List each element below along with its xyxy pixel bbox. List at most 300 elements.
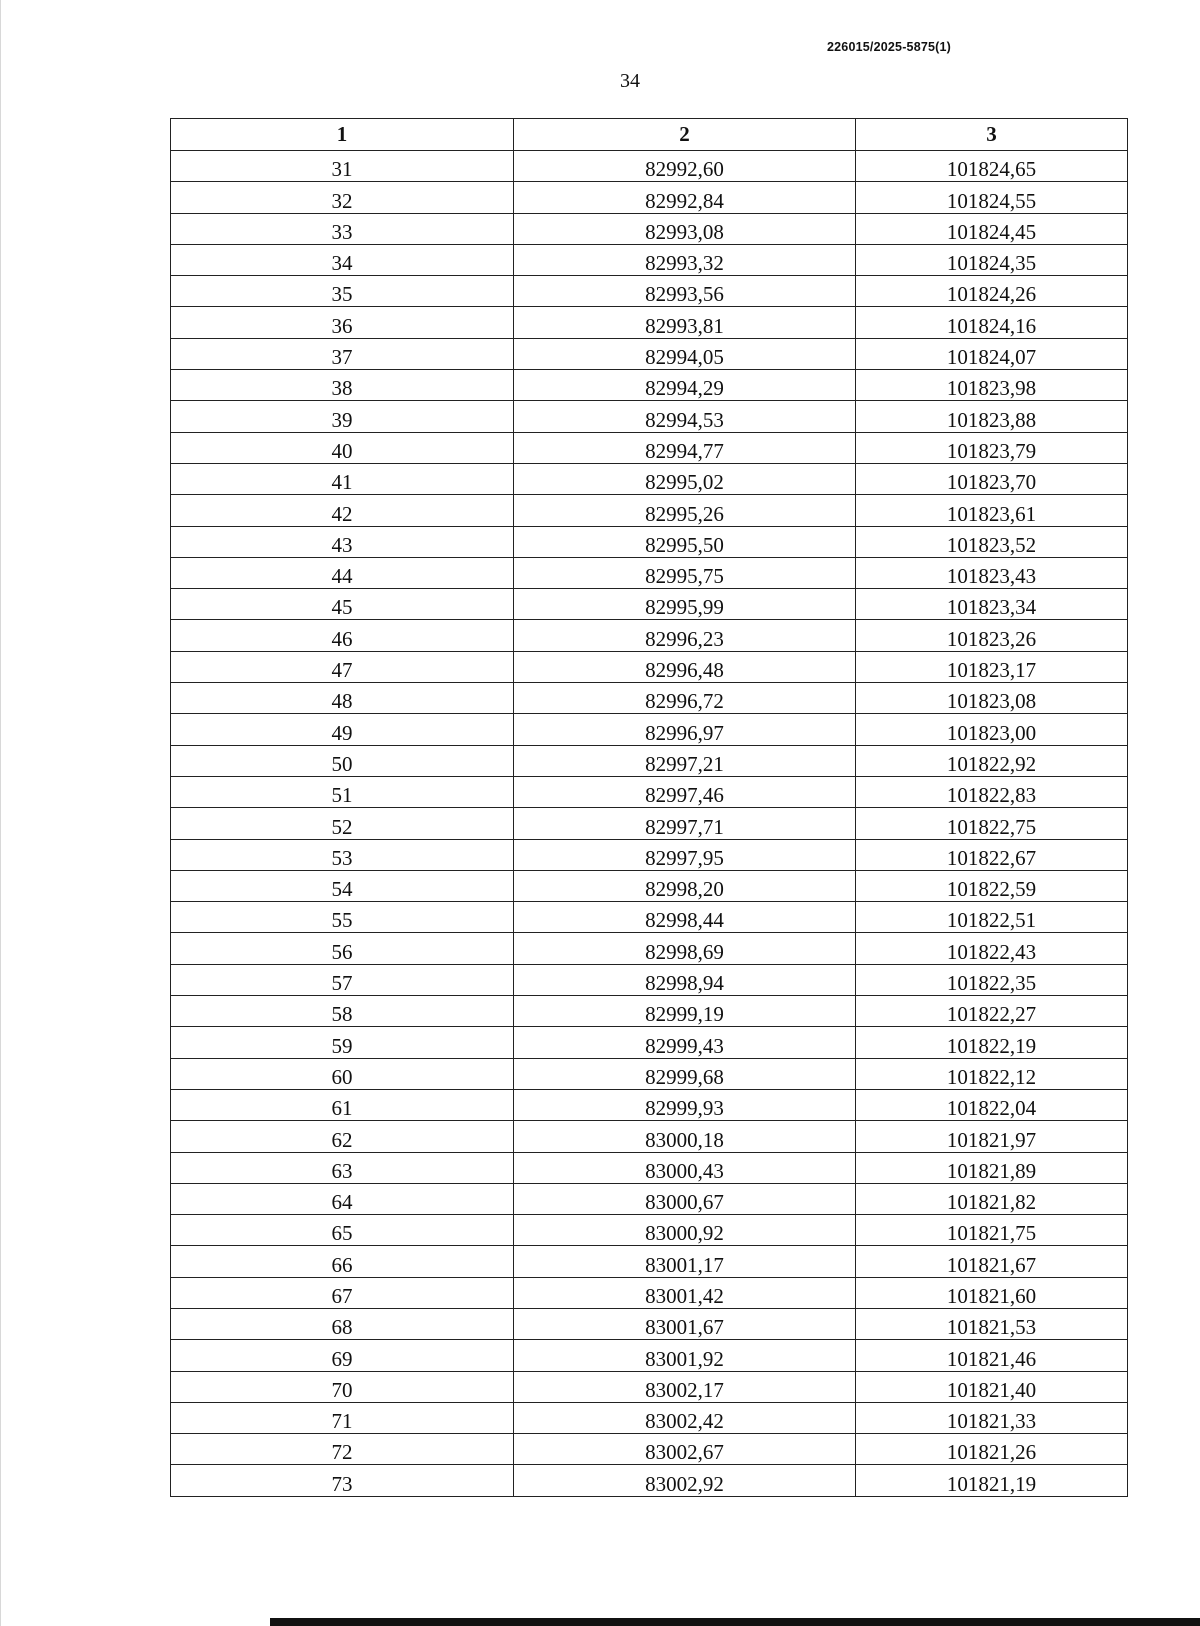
table-row <box>171 933 1128 964</box>
point-number-cell <box>171 1121 514 1152</box>
cell-value: 101821,82 <box>946 1190 1037 1215</box>
y-coordinate-cell <box>856 1340 1128 1371</box>
cell-value: 83002,67 <box>645 1440 724 1465</box>
cell-value: 83000,67 <box>645 1190 724 1215</box>
cell-value: 82995,26 <box>645 501 724 526</box>
cell-value: 101822,59 <box>946 877 1037 902</box>
y-coordinate-cell <box>856 839 1128 870</box>
cell-value: 101823,79 <box>946 438 1037 463</box>
point-number-cell <box>171 996 514 1027</box>
table-row <box>171 1277 1128 1308</box>
cell-value: 69 <box>331 1346 353 1371</box>
cell-value: 70 <box>331 1377 353 1402</box>
cell-value: 73 <box>331 1471 353 1496</box>
cell-value: 101821,60 <box>946 1283 1037 1308</box>
x-coordinate-cell <box>514 902 856 933</box>
x-coordinate-cell <box>514 1121 856 1152</box>
point-number-cell <box>171 557 514 588</box>
table-body <box>171 151 1128 1497</box>
y-coordinate-cell <box>856 870 1128 901</box>
y-coordinate-cell <box>856 1465 1128 1496</box>
cell-value: 58 <box>331 1002 353 1027</box>
cell-value: 101823,61 <box>946 501 1037 526</box>
y-coordinate-cell <box>856 526 1128 557</box>
table-row <box>171 1246 1128 1277</box>
cell-value: 35 <box>331 282 353 307</box>
cell-value: 34 <box>331 251 353 276</box>
cell-value: 59 <box>331 1033 353 1058</box>
point-number-cell <box>171 1215 514 1246</box>
cell-value: 83000,43 <box>645 1158 724 1183</box>
x-coordinate-cell <box>514 808 856 839</box>
cell-value: 83000,92 <box>645 1221 724 1246</box>
x-coordinate-cell <box>514 1402 856 1433</box>
point-number-cell <box>171 213 514 244</box>
y-coordinate-cell <box>856 432 1128 463</box>
cell-value: 101821,33 <box>946 1409 1037 1434</box>
cell-value: 82995,75 <box>645 564 724 589</box>
cell-value: 101822,12 <box>946 1064 1037 1089</box>
cell-value: 82998,69 <box>645 939 724 964</box>
cell-value: 82994,29 <box>645 376 724 401</box>
cell-value: 83001,17 <box>645 1252 724 1277</box>
x-coordinate-cell <box>514 307 856 338</box>
column-header-3: 3 <box>856 119 1128 151</box>
y-coordinate-cell <box>856 964 1128 995</box>
y-coordinate-cell <box>856 1027 1128 1058</box>
point-number-cell <box>171 1246 514 1277</box>
point-number-cell <box>171 526 514 557</box>
table-row <box>171 683 1128 714</box>
point-number-cell <box>171 1308 514 1339</box>
cell-value: 40 <box>331 438 353 463</box>
header-row <box>171 119 1128 151</box>
point-number-cell <box>171 714 514 745</box>
cell-value: 46 <box>331 626 353 651</box>
cell-value: 82996,23 <box>645 626 724 651</box>
y-coordinate-cell <box>856 213 1128 244</box>
cell-value: 101823,00 <box>946 720 1037 745</box>
table-row <box>171 244 1128 275</box>
x-coordinate-cell <box>514 1027 856 1058</box>
cell-value: 101824,07 <box>946 345 1037 370</box>
cell-value: 82994,53 <box>645 407 724 432</box>
point-number-cell <box>171 1371 514 1402</box>
table-row <box>171 620 1128 651</box>
y-coordinate-cell <box>856 370 1128 401</box>
y-coordinate-cell <box>856 1434 1128 1465</box>
x-coordinate-cell <box>514 526 856 557</box>
x-coordinate-cell <box>514 589 856 620</box>
cell-value: 53 <box>331 845 353 870</box>
point-number-cell <box>171 370 514 401</box>
cell-value: 82997,71 <box>645 814 724 839</box>
y-coordinate-cell <box>856 1402 1128 1433</box>
x-coordinate-cell <box>514 870 856 901</box>
point-number-cell <box>171 808 514 839</box>
cell-value: 101822,04 <box>946 1096 1037 1121</box>
y-coordinate-cell <box>856 244 1128 275</box>
cell-value: 44 <box>331 564 353 589</box>
point-number-cell <box>171 1183 514 1214</box>
table-row <box>171 745 1128 776</box>
point-number-cell <box>171 307 514 338</box>
x-coordinate-cell <box>514 620 856 651</box>
table-row <box>171 1340 1128 1371</box>
cell-value: 83000,18 <box>645 1127 724 1152</box>
cell-value: 48 <box>331 689 353 714</box>
cell-value: 45 <box>331 595 353 620</box>
cell-value: 82993,08 <box>645 219 724 244</box>
table-row <box>171 964 1128 995</box>
point-number-cell <box>171 244 514 275</box>
cell-value: 82995,02 <box>645 470 724 495</box>
cell-value: 101822,51 <box>946 908 1037 933</box>
table-row <box>171 1058 1128 1089</box>
table-row <box>171 401 1128 432</box>
table-row <box>171 839 1128 870</box>
table-row <box>171 276 1128 307</box>
x-coordinate-cell <box>514 151 856 182</box>
cell-value: 101823,08 <box>946 689 1037 714</box>
x-coordinate-cell <box>514 1277 856 1308</box>
y-coordinate-cell <box>856 182 1128 213</box>
table-row <box>171 495 1128 526</box>
cell-value: 62 <box>331 1127 353 1152</box>
x-coordinate-cell <box>514 1183 856 1214</box>
cell-value: 82998,94 <box>645 971 724 996</box>
x-coordinate-cell <box>514 1246 856 1277</box>
cell-value: 82993,32 <box>645 251 724 276</box>
point-number-cell <box>171 276 514 307</box>
cell-value: 82997,95 <box>645 845 724 870</box>
point-number-cell <box>171 338 514 369</box>
y-coordinate-cell <box>856 933 1128 964</box>
table-row <box>171 589 1128 620</box>
x-coordinate-cell <box>514 683 856 714</box>
table-row <box>171 1089 1128 1120</box>
y-coordinate-cell <box>856 557 1128 588</box>
cell-value: 101821,67 <box>946 1252 1037 1277</box>
document-id: 226015/2025-5875(1) <box>827 40 952 54</box>
point-number-cell <box>171 463 514 494</box>
table-row <box>171 808 1128 839</box>
cell-value: 101823,88 <box>946 407 1037 432</box>
table-row <box>171 1371 1128 1402</box>
table-row <box>171 1121 1128 1152</box>
cell-value: 68 <box>331 1315 353 1340</box>
y-coordinate-cell <box>856 495 1128 526</box>
cell-value: 101821,19 <box>946 1471 1037 1496</box>
y-coordinate-cell <box>856 651 1128 682</box>
point-number-cell <box>171 1340 514 1371</box>
cell-value: 67 <box>331 1283 353 1308</box>
cell-value: 82992,60 <box>645 157 724 182</box>
point-number-cell <box>171 839 514 870</box>
table-row <box>171 776 1128 807</box>
table-row <box>171 432 1128 463</box>
cell-value: 56 <box>331 939 353 964</box>
point-number-cell <box>171 1089 514 1120</box>
cell-value: 66 <box>331 1252 353 1277</box>
cell-value: 83001,67 <box>645 1315 724 1340</box>
table-row <box>171 526 1128 557</box>
cell-value: 101823,26 <box>946 626 1037 651</box>
cell-value: 54 <box>331 877 353 902</box>
cell-value: 60 <box>331 1064 353 1089</box>
cell-value: 65 <box>331 1221 353 1246</box>
cell-value: 101821,46 <box>946 1346 1037 1371</box>
point-number-cell <box>171 1402 514 1433</box>
cell-value: 57 <box>331 971 353 996</box>
table-row <box>171 651 1128 682</box>
cell-value: 101822,92 <box>946 751 1037 776</box>
x-coordinate-cell <box>514 401 856 432</box>
x-coordinate-cell <box>514 745 856 776</box>
bottom-scan-bar <box>270 1618 1200 1626</box>
scan-edge <box>0 0 1 1626</box>
y-coordinate-cell <box>856 1308 1128 1339</box>
point-number-cell <box>171 589 514 620</box>
cell-value: 37 <box>331 345 353 370</box>
cell-value: 101823,70 <box>946 470 1037 495</box>
y-coordinate-cell <box>856 776 1128 807</box>
cell-value: 101824,55 <box>946 188 1037 213</box>
page-number: 34 <box>620 70 640 92</box>
cell-value: 51 <box>331 783 353 808</box>
point-number-cell <box>171 745 514 776</box>
cell-value: 64 <box>331 1190 353 1215</box>
cell-value: 101824,26 <box>946 282 1037 307</box>
cell-value: 38 <box>331 376 353 401</box>
x-coordinate-cell <box>514 1371 856 1402</box>
cell-value: 71 <box>331 1409 353 1434</box>
point-number-cell <box>171 432 514 463</box>
cell-value: 82999,68 <box>645 1064 724 1089</box>
x-coordinate-cell <box>514 933 856 964</box>
cell-value: 61 <box>331 1096 353 1121</box>
cell-value: 101822,43 <box>946 939 1037 964</box>
point-number-cell <box>171 182 514 213</box>
cell-value: 82996,48 <box>645 658 724 683</box>
cell-value: 43 <box>331 532 353 557</box>
cell-value: 36 <box>331 313 353 338</box>
cell-value: 82995,99 <box>645 595 724 620</box>
table-row <box>171 151 1128 182</box>
y-coordinate-cell <box>856 1152 1128 1183</box>
cell-value: 101823,52 <box>946 532 1037 557</box>
cell-value: 33 <box>331 219 353 244</box>
x-coordinate-cell <box>514 996 856 1027</box>
table-row <box>171 870 1128 901</box>
cell-value: 101822,19 <box>946 1033 1037 1058</box>
cell-value: 83001,92 <box>645 1346 724 1371</box>
x-coordinate-cell <box>514 1465 856 1496</box>
point-number-cell <box>171 1277 514 1308</box>
x-coordinate-cell <box>514 1215 856 1246</box>
cell-value: 101821,53 <box>946 1315 1037 1340</box>
y-coordinate-cell <box>856 151 1128 182</box>
point-number-cell <box>171 651 514 682</box>
table-row <box>171 1308 1128 1339</box>
cell-value: 82998,20 <box>645 877 724 902</box>
x-coordinate-cell <box>514 1308 856 1339</box>
point-number-cell <box>171 1465 514 1496</box>
cell-value: 101822,83 <box>946 783 1037 808</box>
table-row <box>171 1027 1128 1058</box>
table-row <box>171 1215 1128 1246</box>
y-coordinate-cell <box>856 620 1128 651</box>
x-coordinate-cell <box>514 714 856 745</box>
x-coordinate-cell <box>514 213 856 244</box>
table-row <box>171 557 1128 588</box>
y-coordinate-cell <box>856 589 1128 620</box>
y-coordinate-cell <box>856 307 1128 338</box>
cell-value: 52 <box>331 814 353 839</box>
table-row <box>171 902 1128 933</box>
table-row <box>171 213 1128 244</box>
table-row <box>171 338 1128 369</box>
cell-value: 82994,05 <box>645 345 724 370</box>
point-number-cell <box>171 620 514 651</box>
x-coordinate-cell <box>514 1434 856 1465</box>
x-coordinate-cell <box>514 1089 856 1120</box>
point-number-cell <box>171 902 514 933</box>
x-coordinate-cell <box>514 1152 856 1183</box>
table-row <box>171 996 1128 1027</box>
cell-value: 101823,43 <box>946 564 1037 589</box>
cell-value: 101822,35 <box>946 971 1037 996</box>
cell-value: 49 <box>331 720 353 745</box>
cell-value: 82996,97 <box>645 720 724 745</box>
x-coordinate-cell <box>514 276 856 307</box>
point-number-cell <box>171 933 514 964</box>
y-coordinate-cell <box>856 1215 1128 1246</box>
cell-value: 32 <box>331 188 353 213</box>
cell-value: 83002,42 <box>645 1409 724 1434</box>
cell-value: 63 <box>331 1158 353 1183</box>
cell-value: 101824,35 <box>946 251 1037 276</box>
cell-value: 82995,50 <box>645 532 724 557</box>
y-coordinate-cell <box>856 1121 1128 1152</box>
cell-value: 101824,16 <box>946 313 1037 338</box>
coordinates-table <box>170 118 1128 1497</box>
cell-value: 101823,98 <box>946 376 1037 401</box>
cell-value: 82998,44 <box>645 908 724 933</box>
cell-value: 82999,93 <box>645 1096 724 1121</box>
y-coordinate-cell <box>856 463 1128 494</box>
x-coordinate-cell <box>514 338 856 369</box>
x-coordinate-cell <box>514 839 856 870</box>
cell-value: 47 <box>331 658 353 683</box>
table-header <box>171 119 1128 151</box>
cell-value: 82999,43 <box>645 1033 724 1058</box>
table-row <box>171 370 1128 401</box>
cell-value: 101822,27 <box>946 1002 1037 1027</box>
cell-value: 101821,40 <box>946 1377 1037 1402</box>
point-number-cell <box>171 1434 514 1465</box>
point-number-cell <box>171 151 514 182</box>
x-coordinate-cell <box>514 432 856 463</box>
cell-value: 55 <box>331 908 353 933</box>
y-coordinate-cell <box>856 1277 1128 1308</box>
table-row <box>171 182 1128 213</box>
y-coordinate-cell <box>856 1246 1128 1277</box>
cell-value: 82992,84 <box>645 188 724 213</box>
y-coordinate-cell <box>856 683 1128 714</box>
point-number-cell <box>171 683 514 714</box>
cell-value: 82996,72 <box>645 689 724 714</box>
cell-value: 82999,19 <box>645 1002 724 1027</box>
y-coordinate-cell <box>856 1183 1128 1214</box>
cell-value: 101821,97 <box>946 1127 1037 1152</box>
cell-value: 50 <box>331 751 353 776</box>
y-coordinate-cell <box>856 1371 1128 1402</box>
table-row <box>171 463 1128 494</box>
y-coordinate-cell <box>856 338 1128 369</box>
x-coordinate-cell <box>514 495 856 526</box>
y-coordinate-cell <box>856 401 1128 432</box>
table-row <box>171 1183 1128 1214</box>
cell-value: 101822,67 <box>946 845 1037 870</box>
cell-value: 42 <box>331 501 353 526</box>
cell-value: 31 <box>331 157 353 182</box>
cell-value: 82997,21 <box>645 751 724 776</box>
cell-value: 101824,65 <box>946 157 1037 182</box>
cell-value: 101824,45 <box>946 219 1037 244</box>
x-coordinate-cell <box>514 182 856 213</box>
table-row <box>171 1402 1128 1433</box>
column-header-2: 2 <box>514 119 856 151</box>
x-coordinate-cell <box>514 1058 856 1089</box>
y-coordinate-cell <box>856 1058 1128 1089</box>
cell-value: 101821,26 <box>946 1440 1037 1465</box>
x-coordinate-cell <box>514 1340 856 1371</box>
y-coordinate-cell <box>856 745 1128 776</box>
cell-value: 82993,56 <box>645 282 724 307</box>
x-coordinate-cell <box>514 776 856 807</box>
cell-value: 83001,42 <box>645 1283 724 1308</box>
cell-value: 82993,81 <box>645 313 724 338</box>
y-coordinate-cell <box>856 996 1128 1027</box>
point-number-cell <box>171 495 514 526</box>
x-coordinate-cell <box>514 370 856 401</box>
cell-value: 83002,92 <box>645 1471 724 1496</box>
point-number-cell <box>171 776 514 807</box>
y-coordinate-cell <box>856 276 1128 307</box>
x-coordinate-cell <box>514 964 856 995</box>
cell-value: 39 <box>331 407 353 432</box>
point-number-cell <box>171 401 514 432</box>
cell-value: 72 <box>331 1440 353 1465</box>
cell-value: 41 <box>331 470 353 495</box>
table-row <box>171 714 1128 745</box>
y-coordinate-cell <box>856 808 1128 839</box>
y-coordinate-cell <box>856 1089 1128 1120</box>
cell-value: 101821,75 <box>946 1221 1037 1246</box>
table-row <box>171 1465 1128 1496</box>
cell-value: 82997,46 <box>645 783 724 808</box>
cell-value: 101823,17 <box>946 658 1037 683</box>
point-number-cell <box>171 1027 514 1058</box>
cell-value: 82994,77 <box>645 438 724 463</box>
x-coordinate-cell <box>514 463 856 494</box>
column-header-1: 1 <box>171 119 514 151</box>
table-row <box>171 307 1128 338</box>
y-coordinate-cell <box>856 902 1128 933</box>
point-number-cell <box>171 1152 514 1183</box>
x-coordinate-cell <box>514 557 856 588</box>
